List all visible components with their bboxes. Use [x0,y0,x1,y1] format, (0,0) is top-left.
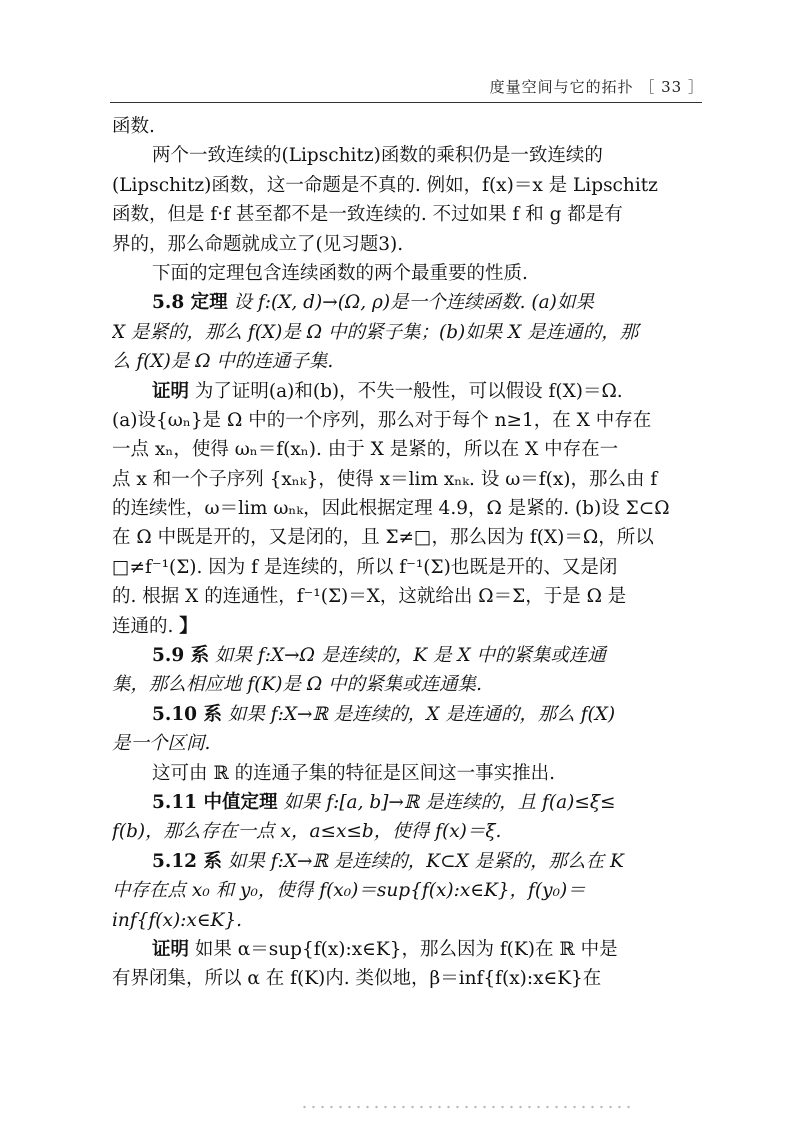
text-line [112,435,702,464]
line-text: 函数，但是 f·f 甚至都不是一致连续的. 不过如果 f 和 g 都是有 [112,204,623,226]
line-text: (Lipschitz)函数，这一命题是不真的. 例如，f(x)＝x 是 Lipschitz [112,174,658,196]
theorem-label: 5.8 定理 [152,292,228,314]
line-text: 的. 根据 X 的连通性，f⁻¹(Σ)＝X，这就给出 Ω＝Σ，于是 Ω 是 [112,586,627,608]
footer-scan-artifact [300,1104,630,1110]
text-line [112,259,702,288]
text-line [112,788,702,817]
header-title: 度量空间与它的拓扑 [489,78,634,96]
text-line [112,494,702,523]
line-text: □≠f⁻¹(Σ). 因为 f 是连续的，所以 f⁻¹(Σ)也既是开的、又是闭 [112,556,618,578]
text-line [112,759,702,788]
line-text: 下面的定理包含连续函数的两个最重要的性质. [152,262,528,284]
text-line [112,670,702,699]
text-line [112,817,702,846]
line-text: 点 x 和一个子序列 {xₙₖ}，使得 x＝lim xₙₖ. 设 ω＝f(x)，那么由 f [112,468,658,490]
text-line [112,230,702,259]
line-text: 设 f:(X, d)→(Ω, ρ)是一个连续函数. (a)如果 [227,292,594,314]
line-text: 函数. [112,116,155,137]
text-line [112,847,702,876]
line-text: 这可由 ℝ 的连通子集的特征是区间这一事实推出. [152,762,556,784]
line-text: 么 f(X)是 Ω 中的连通子集. [112,351,334,373]
line-text: 中存在点 x₀ 和 y₀，使得 f(x₀)＝sup{f(x):x∈K}，f(y₀)＝ [112,880,586,902]
line-text: 如果 f:X→ℝ 是连续的，X 是连通的，那么 f(X) [222,703,616,725]
text-line [112,553,702,582]
text-line [112,318,702,347]
text-line [112,377,702,406]
line-text: 一点 xₙ，使得 ωₙ＝f(xₙ). 由于 X 是紧的，所以在 X 中存在一 [112,439,619,461]
text-line [112,288,702,317]
text-line [112,729,702,758]
line-text: (a)设{ωₙ}是 Ω 中的一个序列，那么对于每个 n≥1，在 X 中存在 [112,409,652,431]
line-text: 如果 f:X→ℝ 是连续的，K⊂X 是紧的，那么在 K [222,850,624,872]
line-text: 如果 f:X→Ω 是连续的，K 是 X 中的紧集或连通 [209,645,607,667]
line-text: f(b)，那么存在一点 x，a≤x≤b，使得 f(x)＝ξ. [112,821,502,843]
page-body [112,112,702,994]
line-text: 集，那么相应地 f(K)是 Ω 中的紧集或连通集. [112,674,482,696]
theorem-label: 5.12 系 [152,850,222,872]
text-line [112,141,702,170]
line-text: 连通的. [112,615,180,637]
theorem-label: 5.9 系 [152,645,210,667]
theorem-label: 5.11 中值定理 [152,791,278,813]
text-line [112,465,702,494]
line-text: 有界闭集，所以 α 在 f(K)内. 类似地，β＝inf{f(x):x∈K}在 [112,968,602,990]
page-number: ［ 33 ］ [639,78,704,96]
qed-mark: 】 [179,615,198,637]
line-text: 如果 α＝sup{f(x):x∈K}，那么因为 f(K)在 ℝ 中是 [189,938,618,960]
text-line [112,876,702,905]
text-line [112,964,702,993]
text-line [112,906,702,935]
text-line [112,700,702,729]
line-text: 两个一致连续的(Lipschitz)函数的乘积仍是一致连续的 [152,145,603,167]
line-text: 的连续性，ω＝lim ωₙₖ，因此根据定理 4.9，Ω 是紧的. (b)设 Σ⊂Ω [112,498,670,520]
line-text: 为了证明(a)和(b)，不失一般性，可以假设 f(X)＝Ω. [189,380,623,402]
line-text: 是一个区间. [112,733,211,755]
text-line [112,523,702,552]
line-text: 界的，那么命题就成立了(见习题3). [112,233,404,255]
text-line [112,641,702,670]
text-line [112,112,702,141]
running-header [490,76,704,97]
line-text: 在 Ω 中既是开的，又是闭的，且 Σ≠□，那么因为 f(X)＝Ω，所以 [112,527,654,549]
theorem-label: 证明 [152,938,190,960]
theorem-label: 5.10 系 [152,703,222,725]
line-text: inf{f(x):x∈K}. [112,909,242,931]
line-text: 如果 f:[a, b]→ℝ 是连续的，且 f(a)≤ξ≤ [277,791,616,813]
text-line [112,612,702,641]
line-text: X 是紧的，那么 f(X)是 Ω 中的紧子集；(b)如果 X 是连通的，那 [112,321,639,343]
header-rule [110,102,702,103]
text-line [112,582,702,611]
text-line [112,935,702,964]
text-line [112,200,702,229]
text-line [112,171,702,200]
text-line [112,347,702,376]
text-line [112,406,702,435]
theorem-label: 证明 [152,380,190,402]
